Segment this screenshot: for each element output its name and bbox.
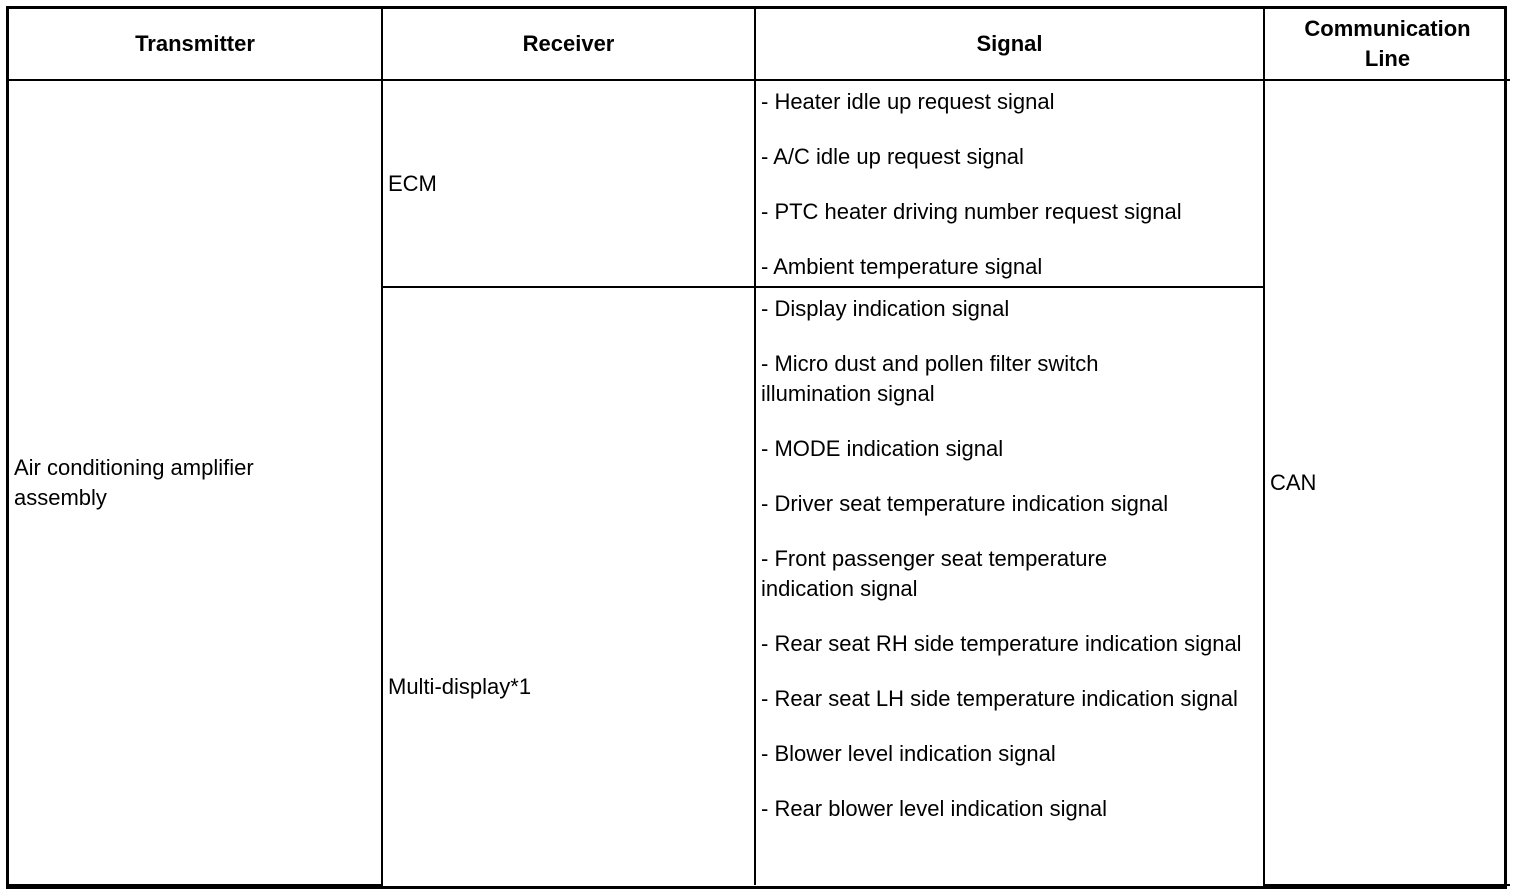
receiver-name: ECM: [388, 170, 437, 196]
communication-line-cell: [1264, 80, 1510, 885]
list-item: - Display indication signal: [761, 296, 1010, 321]
signal-cell-multi-display: [755, 287, 1264, 885]
receiver-name: Multi-display*1: [388, 673, 532, 699]
list-item: - Rear seat LH side temperature indication signal: [761, 686, 1238, 711]
signal-cell-ecm: [755, 80, 1264, 287]
communication-signal-table: [9, 9, 1510, 886]
list-item: - PTC heater driving number request signal: [761, 199, 1182, 224]
header-communication-line-1: Communication: [1304, 16, 1471, 41]
communication-line-value: CAN: [1270, 469, 1317, 495]
signal-list-ecm: [761, 81, 1257, 282]
table-row: [9, 80, 1510, 287]
list-item: - Heater idle up request signal: [761, 89, 1055, 114]
header-transmitter: Transmitter: [9, 9, 382, 80]
list-item: - Blower level indication signal: [761, 741, 1056, 766]
receiver-cell-ecm: [382, 80, 755, 287]
list-item: - Driver seat temperature indication signal: [761, 491, 1169, 516]
list-item: - A/C idle up request signal: [761, 144, 1024, 169]
receiver-cell-multi-display: [382, 287, 755, 885]
header-row: [9, 9, 1510, 80]
list-item: - Front passenger seat temperature indication signal: [761, 546, 1108, 601]
signal-list-multi-display: [761, 288, 1257, 824]
list-item: - MODE indication signal: [761, 436, 1004, 461]
transmitter-cell: [9, 80, 382, 885]
list-item: - Micro dust and pollen filter switch illumination signal: [761, 351, 1099, 406]
header-communication-line-2: Line: [1364, 46, 1411, 71]
transmitter-name: Air conditioning amplifier assembly: [14, 454, 254, 510]
header-signal: Signal: [755, 9, 1264, 80]
list-item: - Rear seat RH side temperature indication signal: [761, 631, 1242, 656]
list-item: - Rear blower level indication signal: [761, 796, 1108, 821]
header-receiver: Receiver: [382, 9, 755, 80]
header-communication-line: [1264, 9, 1510, 80]
signal-table-frame: [6, 6, 1507, 889]
list-item: - Ambient temperature signal: [761, 254, 1043, 279]
